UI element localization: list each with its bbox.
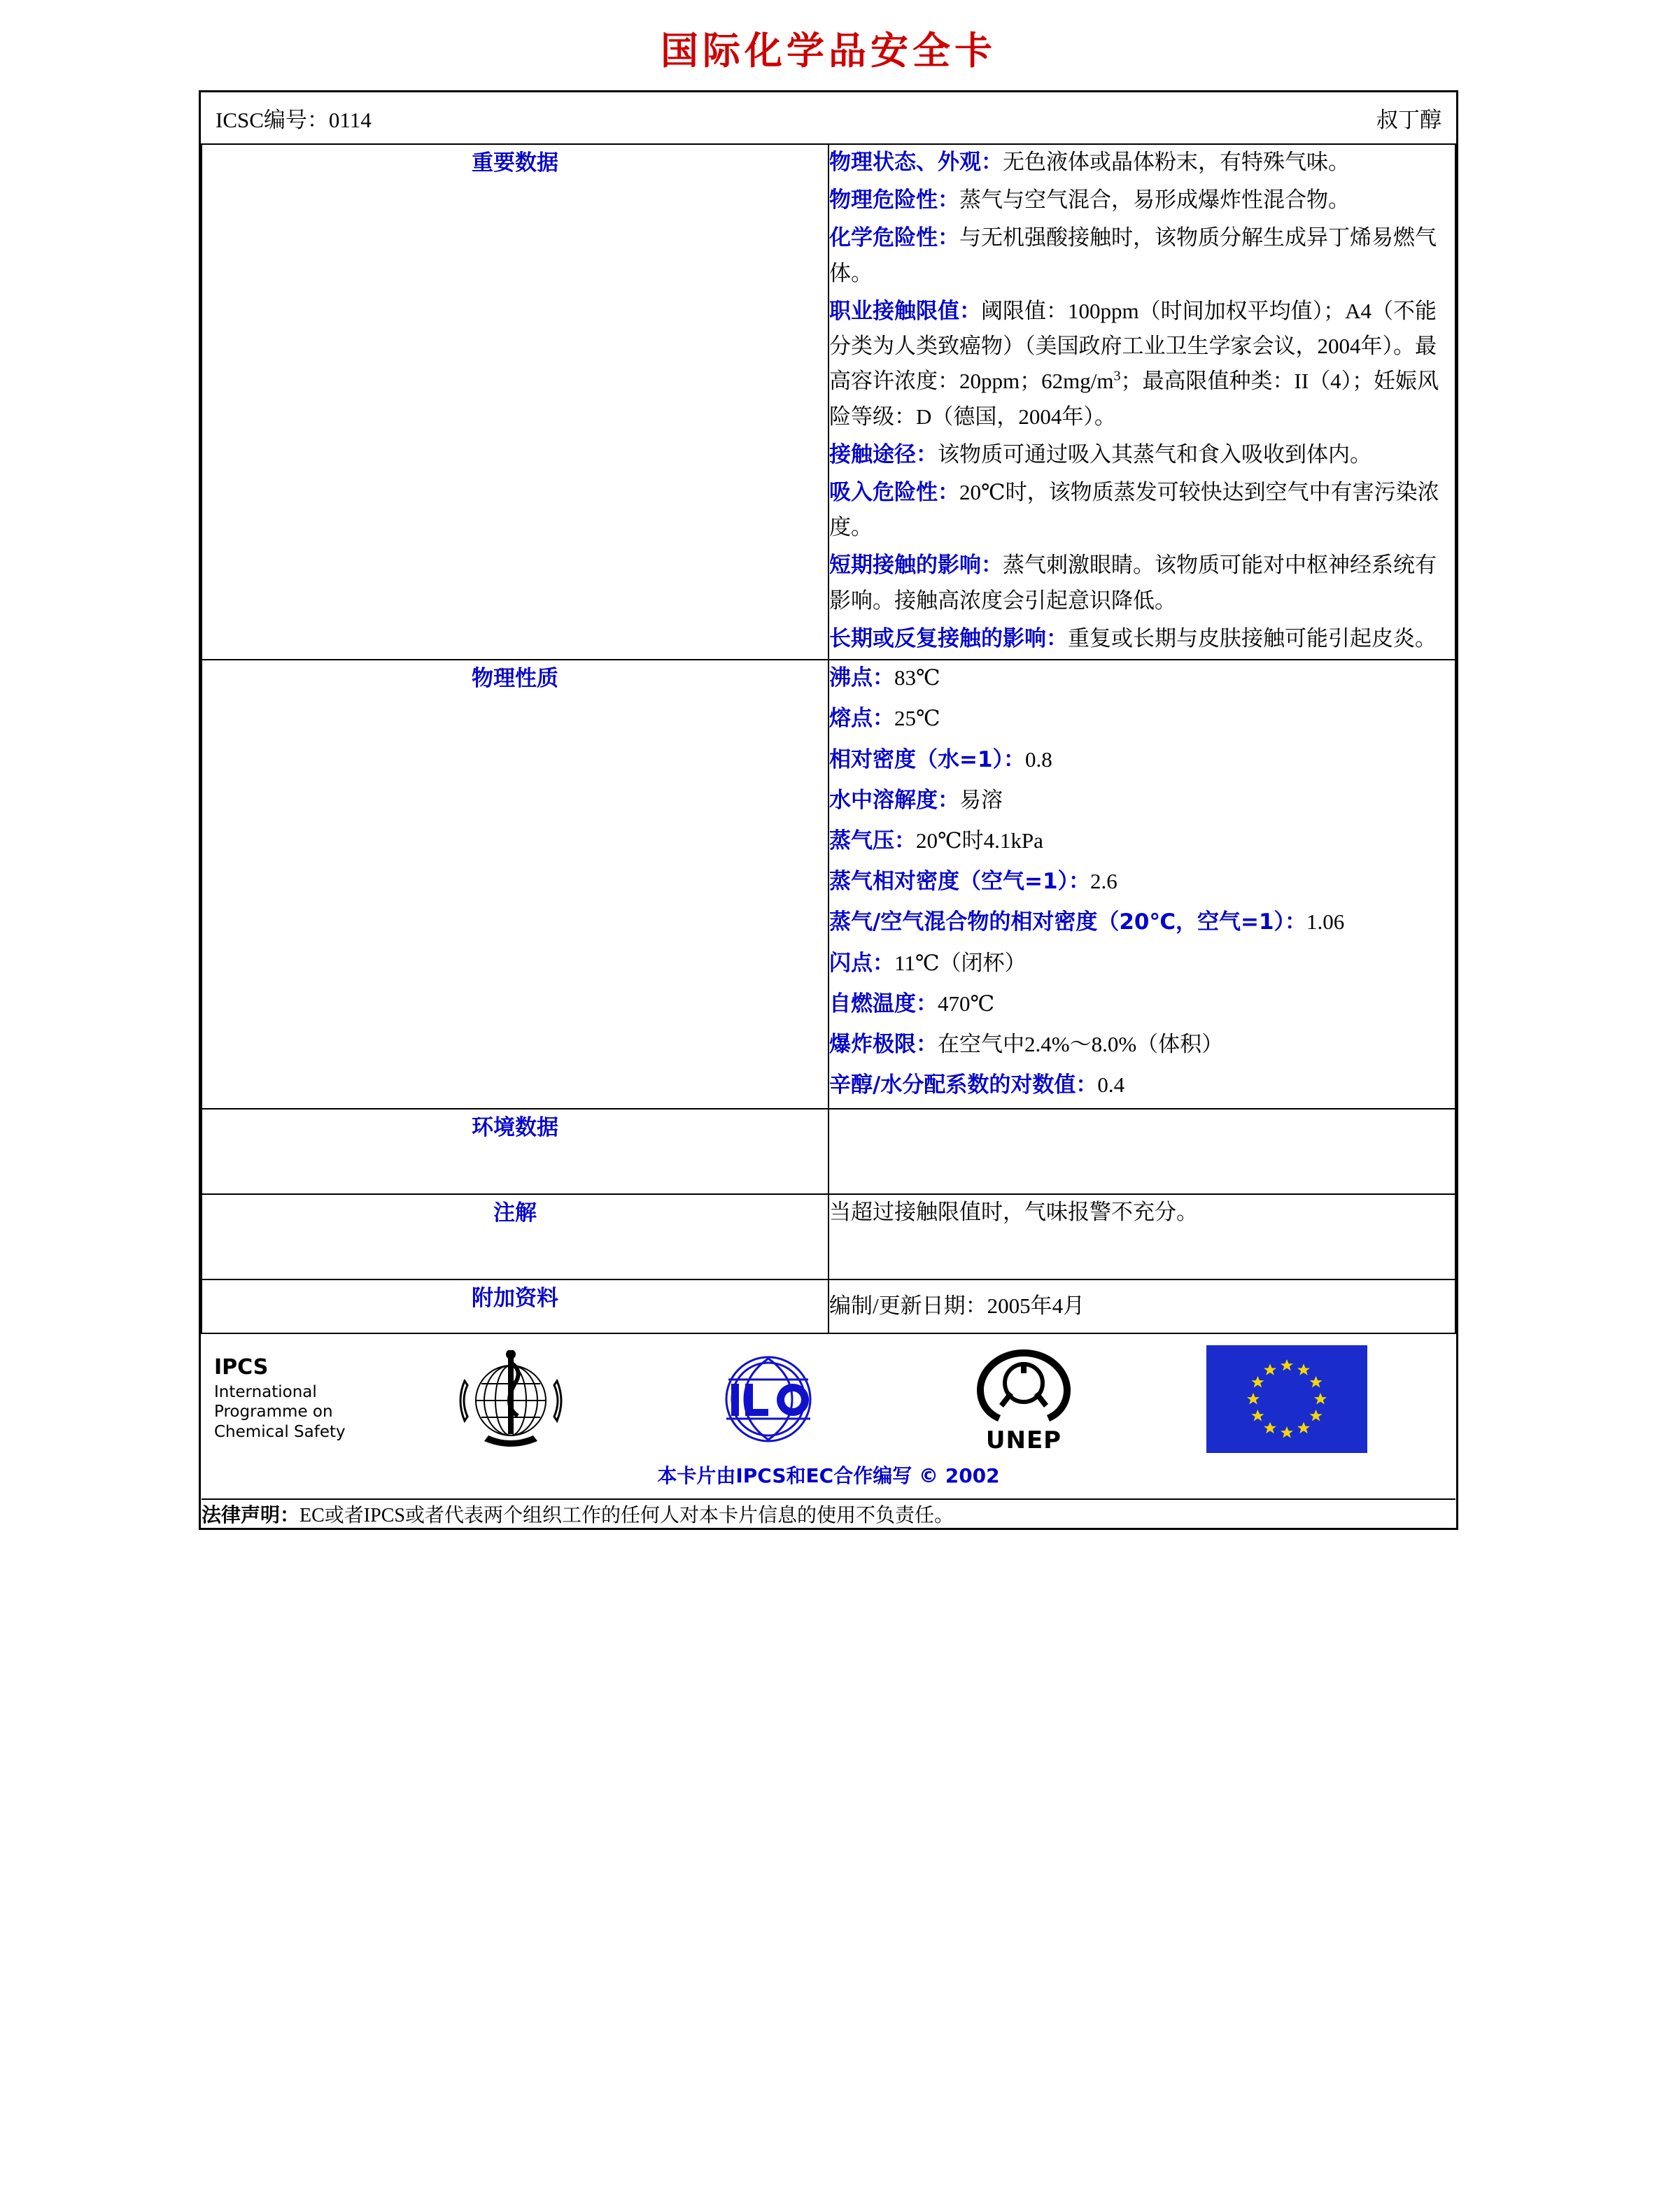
- entry-physical-hazards: [829, 183, 1455, 218]
- label-important-data: 重要数据: [202, 144, 828, 660]
- entry-key: 辛醇/水分配系数的对数值：: [829, 1072, 1098, 1098]
- unep-logo: [963, 1347, 1085, 1454]
- ipcs-sub-line2: Programme on: [214, 1403, 333, 1422]
- prop-boiling-point: [829, 660, 1455, 695]
- legal-text: EC或者IPCS或者代表两个组织工作的任何人对本卡片信息的使用不负责任。: [299, 1504, 954, 1526]
- entry-routes-of-exposure: [829, 437, 1455, 472]
- entry-key: 职业接触限值：: [829, 298, 981, 324]
- legal-label: 法律声明：: [202, 1503, 300, 1526]
- row-environmental-data: [202, 1109, 1455, 1194]
- entry-value: 0.8: [1025, 746, 1052, 772]
- entry-key: 短期接触的影响：: [829, 553, 1003, 579]
- eu-flag: [1206, 1345, 1367, 1456]
- prop-melting-point: [829, 701, 1455, 736]
- content-additional-info: 编制/更新日期：2005年4月: [828, 1279, 1455, 1333]
- entry-value: 470℃: [938, 991, 995, 1016]
- entry-value: 0.4: [1097, 1072, 1125, 1098]
- entry-key: 吸入危险性：: [829, 479, 959, 505]
- entry-key: 接触途径：: [829, 441, 938, 467]
- prop-relative-density: [829, 742, 1455, 777]
- entry-value: 重复或长期与皮肤接触可能引起皮炎。: [1068, 625, 1437, 651]
- entry-value: 易溶: [959, 787, 1003, 812]
- content-environmental-data: [828, 1109, 1455, 1194]
- entry-value: 20℃时4.1kPa: [916, 828, 1043, 853]
- entry-value: 20℃时，该物质蒸发可较快达到空气中有害污染浓度。: [829, 479, 1439, 540]
- entry-key: 化学危险性：: [829, 225, 959, 251]
- row-footer-logos: [202, 1333, 1455, 1499]
- label-physical-properties: 物理性质: [202, 660, 828, 1109]
- entry-value: 阈限值：100ppm（时间加权平均值）；A4（不能分类为人类致癌物）（美国政府工业卫生学家会议，2004年）。最高容许浓度：20ppm；$62mg/m^3$；最高限值种类：II（4）；妊娠风险等级：D（德国，2004年）。: [829, 298, 1439, 429]
- entry-value: 蒸气与空气混合，易形成爆炸性混合物。: [959, 187, 1350, 213]
- row-important-data: [202, 144, 1455, 660]
- entry-key: 物理危险性：: [829, 187, 959, 213]
- row-legal-notice: [202, 1499, 1455, 1528]
- entry-occupational-limits: [829, 294, 1455, 434]
- footer-logos-cell: [202, 1333, 1455, 1499]
- content-important-data: [828, 144, 1455, 660]
- ipcs-ec-credit: 本卡片由IPCS和EC合作编写 © 2002: [657, 1463, 1000, 1487]
- icsc-label: ICSC编号：: [216, 108, 329, 132]
- entry-key: 长期或反复接触的影响：: [829, 625, 1068, 651]
- icsc-number: 0114: [328, 108, 372, 132]
- entry-physical-state: [829, 145, 1455, 180]
- content-notes: 当超过接触限值时，气味报警不充分。: [828, 1194, 1455, 1279]
- ipcs-subtitle: [214, 1382, 380, 1442]
- prop-auto-ignition-temperature: [829, 986, 1455, 1021]
- who-logo: [448, 1350, 574, 1452]
- prop-vapour-air-mixture-density: [829, 905, 1455, 940]
- unep-label: UNEP: [985, 1426, 1062, 1455]
- prop-vapour-pressure: [829, 823, 1455, 858]
- entry-value: 2.6: [1090, 869, 1117, 894]
- ilo-logo-icon: [695, 1350, 842, 1448]
- prop-flash-point: [829, 946, 1455, 981]
- entry-key: 沸点：: [829, 665, 894, 691]
- label-environmental-data: 环境数据: [202, 1109, 828, 1194]
- entry-value: 该物质可通过吸入其蒸气和食入吸收到体内。: [938, 441, 1372, 467]
- entry-key: 物理状态、外观：: [829, 150, 1003, 175]
- ipcs-block: [202, 1345, 380, 1452]
- prop-vapour-relative-density: [829, 864, 1455, 899]
- entry-value: 无色液体或晶体粉末，有特殊气味。: [1003, 150, 1350, 174]
- unep-logo-icon: [963, 1347, 1085, 1427]
- entry-value: 在空气中2.4%～8.0%（体积）: [938, 1032, 1224, 1057]
- entry-short-term-effects: [829, 548, 1455, 618]
- legal-notice: [202, 1499, 1455, 1528]
- prop-water-solubility: [829, 783, 1455, 818]
- ilo-logo: [695, 1350, 842, 1452]
- page-title: 国际化学品安全卡: [661, 29, 996, 73]
- eu-flag-icon: [1206, 1345, 1367, 1453]
- safety-card-table: [201, 92, 1456, 1528]
- ipcs-sub-line3: Chemical Safety: [214, 1423, 346, 1442]
- entry-key: 相对密度（水=1）：: [829, 746, 1026, 772]
- logos-strip: [380, 1341, 1455, 1456]
- row-physical-properties: [202, 660, 1455, 1109]
- entry-key: 爆炸极限：: [829, 1032, 938, 1058]
- substance-name: 叔丁醇: [1376, 108, 1441, 132]
- ipcs-sub-line1: International: [214, 1382, 317, 1401]
- entry-value: 83℃: [894, 665, 940, 690]
- entry-value: 25℃: [894, 706, 940, 731]
- entry-value: 1.06: [1306, 909, 1345, 935]
- prop-logpow: [829, 1068, 1455, 1103]
- entry-value: 与无机强酸接触时，该物质分解生成异丁烯易燃气体。: [829, 225, 1437, 285]
- entry-key: 闪点：: [829, 950, 894, 976]
- label-notes: 注解: [202, 1194, 828, 1279]
- card-header-row: [202, 92, 1455, 144]
- who-logo-icon: [448, 1350, 574, 1448]
- entry-key: 熔点：: [829, 706, 894, 732]
- entry-key: 水中溶解度：: [829, 787, 959, 813]
- entry-key: 蒸气/空气混合物的相对密度（20℃，空气=1）：: [829, 909, 1307, 935]
- row-additional-info: [202, 1279, 1455, 1333]
- content-physical-properties: [828, 660, 1455, 1109]
- entry-key: 蒸气压：: [829, 828, 916, 853]
- icsc-number-block: [202, 92, 828, 143]
- label-additional-info: 附加资料: [202, 1279, 828, 1333]
- entry-value: 11℃（闭杯）: [894, 950, 1027, 975]
- entry-key: 自燃温度：: [829, 991, 938, 1016]
- safety-card: [199, 90, 1458, 1530]
- ipcs-name: IPCS: [214, 1354, 269, 1380]
- prop-explosive-limits: [829, 1027, 1455, 1062]
- entry-chemical-hazards: [829, 220, 1455, 290]
- entry-inhalation-risk: [829, 475, 1455, 545]
- card-header-cell: [202, 92, 1455, 144]
- entry-long-term-effects: [829, 621, 1455, 656]
- entry-value: 蒸气刺激眼睛。该物质可能对中枢神经系统有影响。接触高浓度会引起意识降低。: [829, 553, 1437, 613]
- row-notes: [202, 1194, 1455, 1279]
- entry-key: 蒸气相对密度（空气=1）：: [829, 869, 1091, 895]
